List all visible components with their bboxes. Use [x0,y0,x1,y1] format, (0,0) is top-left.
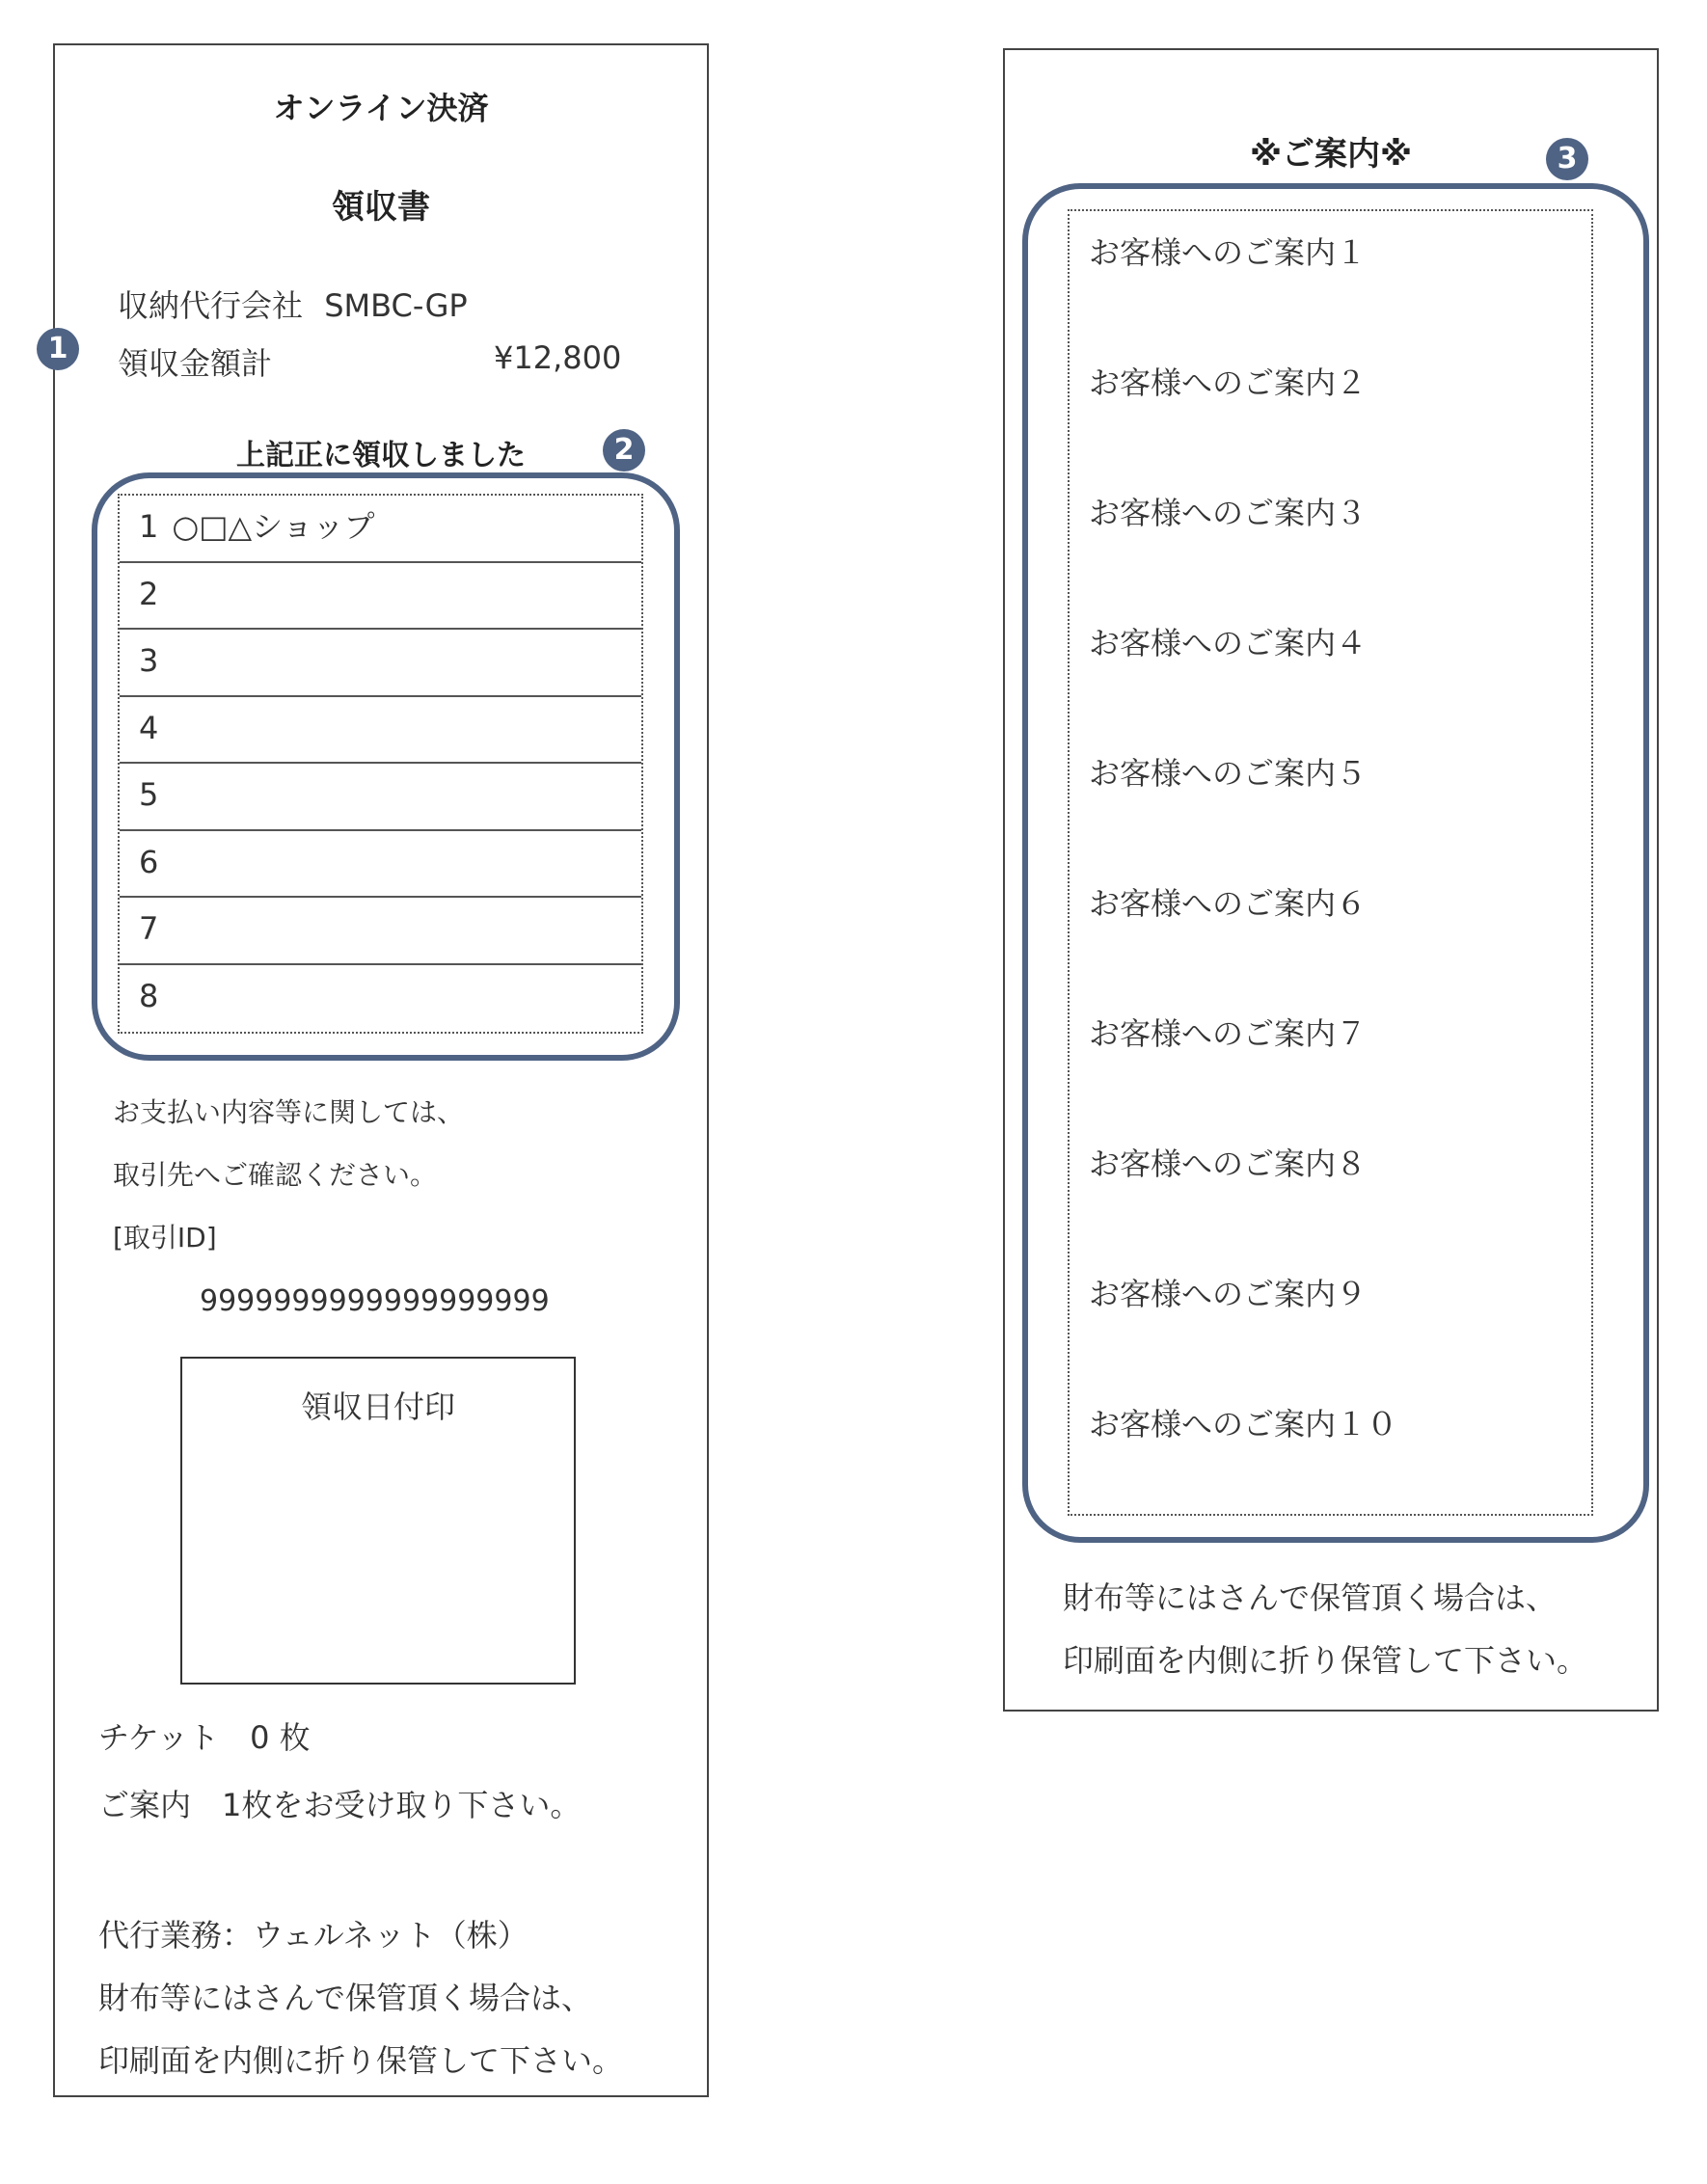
item-name: ○□△ショップ [172,508,375,545]
item-number: 8 [139,977,159,1014]
note-line-2: 取引先へご確認ください。 [113,1159,438,1191]
guide-item: お客様へのご案内３ [1089,495,1368,531]
agent-row [118,282,468,326]
agency-line: 代行業務：ウェルネット（株） [98,1917,528,1954]
item-number: 3 [139,642,159,679]
total-label: 領収金額計 [118,345,273,382]
guide-storage-line-1: 財布等にはさんで保管頂く場合は、 [1063,1579,1558,1616]
total-value: ¥12,800 [494,339,622,376]
guide-item: お客様へのご案内８ [1089,1146,1368,1182]
ticket-line: チケット 0 枚 [98,1719,311,1756]
item-number: 4 [139,709,159,746]
guide-item: お客様へのご案内２ [1089,364,1368,401]
guide-item: お客様へのご案内１０ [1089,1406,1398,1443]
guide-item: お客様へのご案内９ [1089,1276,1368,1312]
guide-item: お客様へのご案内１ [1089,234,1368,271]
item-number: 6 [139,843,159,880]
callout-badge-3: 3 [1546,138,1588,180]
transaction-label: [取引ID] [113,1222,217,1254]
guide-count-line: ご案内 1枚をお受け取り下さい。 [98,1787,582,1823]
guide-item: お客様へのご案内７ [1089,1015,1368,1052]
storage-line-2: 印刷面を内側に折り保管して下さい。 [98,2042,624,2079]
note-line-1: お支払い内容等に関しては、 [113,1096,465,1128]
stamp-label: 領収日付印 [300,1389,455,1425]
date-stamp-box [180,1357,576,1685]
item-number: 7 [139,910,159,947]
guide-item: お客様へのご案内５ [1089,755,1368,792]
guide-item: お客様へのご案内６ [1089,885,1368,922]
callout-badge-2: 2 [603,429,645,472]
guide-item: お客様へのご案内４ [1089,625,1368,661]
received-text: 上記正に領収しました [236,439,526,472]
callout-badge-1: 1 [37,328,79,370]
item-number: 2 [139,575,159,612]
storage-line-1: 財布等にはさんで保管頂く場合は、 [98,1980,593,2016]
receipt-panel [53,43,709,2097]
callout-frame-2 [92,472,680,1061]
receipt-title: オンライン決済 [273,90,489,126]
callout-frame-3 [1022,183,1649,1543]
transaction-id: 9999999999999999999 [200,1284,550,1318]
guide-title: ※ご案内※ [1249,135,1413,174]
agent-name: SMBC-GP [324,287,468,324]
item-number: 1 [139,508,159,545]
receipt-subtitle: 領収書 [332,188,430,227]
agent-label: 収納代行会社 [118,287,304,324]
guide-storage-line-2: 印刷面を内側に折り保管して下さい。 [1063,1642,1588,1679]
item-number: 5 [139,776,159,813]
